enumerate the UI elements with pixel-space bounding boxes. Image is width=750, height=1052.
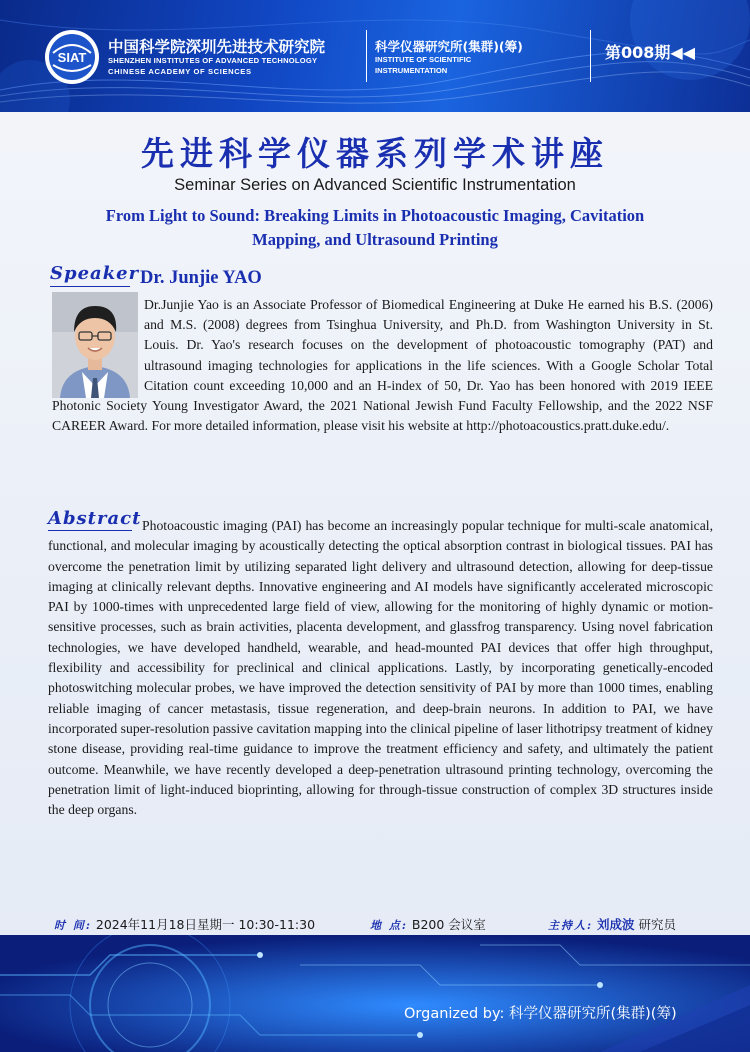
- speaker-tag-underline: [50, 286, 130, 287]
- talk-title-line: Mapping, and Ultrasound Printing: [252, 230, 498, 249]
- institute-name-en-line2: INSTRUMENTATION: [375, 66, 448, 75]
- abstract-body: [48, 516, 713, 820]
- siat-logo: [44, 29, 100, 85]
- series-title-cn: 先进科学仪器系列学术讲座: [141, 134, 609, 173]
- host-title: 研究员: [638, 917, 677, 932]
- logo-text: SIAT: [57, 50, 87, 65]
- event-time: [54, 915, 315, 933]
- series-title-en: Seminar Series on Advanced Scientific Instrumentation: [174, 176, 576, 194]
- abstract-tag: Abstract: [48, 508, 142, 529]
- header-divider: [366, 30, 367, 82]
- time-label: 时 间:: [54, 919, 92, 932]
- footer-tech-decoration: [0, 935, 750, 1052]
- institute-name-en-line1: INSTITUTE OF SCIENTIFIC: [375, 55, 472, 64]
- host-label: 主持人:: [548, 919, 594, 932]
- org-name-en-line1: SHENZHEN INSTITUTES OF ADVANCED TECHNOLOGY: [108, 56, 318, 65]
- abstract-tag-spacer: [48, 516, 142, 530]
- talk-title: [20, 204, 730, 252]
- host-name: 刘成波: [597, 917, 635, 932]
- issue-number: 第008期◀◀: [605, 43, 696, 62]
- institute-name-cn: 科学仪器研究所(集群)(筹): [375, 39, 523, 54]
- place-value: B200 会议室: [411, 917, 486, 932]
- place-label: 地 点:: [370, 919, 408, 932]
- org-name-en-line2: CHINESE ACADEMY OF SCIENCES: [108, 67, 252, 76]
- speaker-bio-text: Dr.Junjie Yao is an Associate Professor of Biomedical Engineering at Duke He earned his B.S. (2006) and M.S. (2008) degrees from Tsinghua University, and Ph.D. from Washington University in St. Louis. Dr. Yao's research focuses on the development of photoacoustic tomography (PAT) and ultrasound imaging technologies for applications in the life sciences. With a Google Scholar Total Citation count exceeding 10,000 and an H-index of 50, Dr. Yao has been honored with 2019 IEEE Photonic Society Young Investigator Award, the 2021 National Jewish Fund Faculty Fellowship, and the 2022 NSF CAREER Award. For more detailed information, please visit his website at http://photoacoustics.pratt.duke.edu/.: [52, 297, 713, 434]
- header-banner: [0, 0, 750, 112]
- org-name-cn: 中国科学院深圳先进技术研究院: [108, 38, 326, 56]
- event-host: [548, 915, 676, 933]
- time-value: 2024年11月18日星期一 10:30-11:30: [95, 917, 316, 932]
- abstract-text: Photoacoustic imaging (PAI) has become an increasingly popular technique for multi-scale anatomical, functional, and molecular imaging by acoustically detecting the optical absorption contrast in biological tissues. PAI has overcome the penetration limit by utilizing separated light delivery and ultrasound detection, allowing for deep-tissue imaging at clinically relevant depths. Innovative engineering and AI models have significantly accelerated microscopic PAI by 1000-times with unprecedented large field of view, allowing for the monitoring of highly dynamic or motion-sensitive processes, such as brain activities, placenta development, and glassfrog transparency. Using novel fabrication technologies, we have developed handheld, wearable, and head-mounted PAI devices that offer high throughput, flexibility and accessibility for preclinical and clinical applications. Lastly, by incorporating genetically-encoded photoswitching molecular probes, we have improved the detection sensitivity of PAI by more than 1000 times, enabling reliable imaging of cancer metastasis, tissue regeneration, and deep-brain neurons. In addition to PAI, we have incorporated super-resolution passive cavitation mapping into the clinical pipeline of laser lithotripsy treatment of kidney stone disease, providing real-time guidance to improve the treatment efficiency and safety, and ultimately the patient outcome. Meanwhile, we have recently developed a deep-penetration ultrasound printing technology, overcoming the penetration limit of light-induced bioprinting, allowing for through-tissue construction of complex 3D structures inside the deep organs.: [48, 518, 713, 818]
- talk-title-line: From Light to Sound: Breaking Limits in Photoacoustic Imaging, Cavitation: [105, 206, 645, 225]
- speaker-tag: Speaker: [50, 263, 140, 284]
- event-location: [370, 915, 486, 933]
- header-divider: [590, 30, 591, 82]
- organizer-text: Organized by: 科学仪器研究所(集群)(筹): [404, 1006, 677, 1022]
- speaker-bio: [52, 295, 713, 436]
- footer-banner: [0, 935, 750, 1052]
- speaker-name: Dr. Junjie YAO: [140, 268, 262, 288]
- photo-spacer: [52, 295, 144, 395]
